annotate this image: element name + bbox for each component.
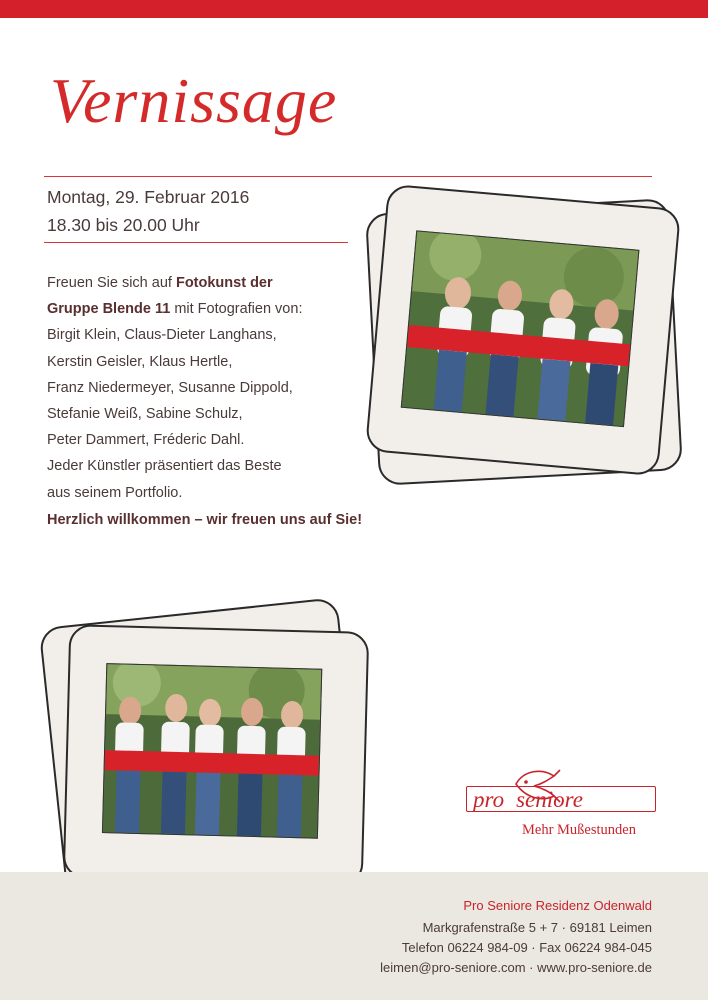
page-title: Vernissage <box>50 65 338 136</box>
intro-line-1 <box>47 270 387 296</box>
top-color-band <box>0 0 708 18</box>
group-photo-image <box>103 664 321 838</box>
event-date: Montag, 29. Februar 2016 <box>47 187 250 207</box>
portfolio-line: Jeder Künstler präsentiert das Beste <box>47 458 282 475</box>
footer-org-name: Pro Seniore Residenz Odenwald <box>463 898 652 913</box>
footer-web: leimen@pro-seniore.com · www.pro-seniore.de <box>380 960 652 975</box>
slide-frame-1 <box>365 184 681 477</box>
artist-line: Stefanie Weiß, Sabine Schulz, <box>47 406 243 423</box>
logo-wordmark <box>466 786 656 812</box>
title-rule <box>44 176 652 177</box>
intro-highlight-1: Fotokunst der <box>175 275 273 291</box>
footer-phone: Telefon 06224 984-09 · Fax 06224 984-045 <box>401 940 652 955</box>
date-rule <box>44 242 348 243</box>
footer-address: Markgrafenstraße 5 + 7 · 69181 Leimen <box>422 920 652 935</box>
intro-line-1-text: Freuen Sie sich auf <box>47 275 176 291</box>
logo-slogan: Mehr Mußestunden <box>522 822 636 838</box>
artist-line: Peter Dammert, Fréderic Dahl. <box>47 432 245 449</box>
intro-highlight-2: Gruppe Blende 11 <box>47 301 171 318</box>
welcome-text: Herzlich willkommen – wir freuen uns auf Sie! <box>47 512 363 528</box>
group-photo-image <box>402 231 638 426</box>
portfolio-line: aus seinem Portfolio. <box>47 484 183 501</box>
intro-line-2 <box>47 296 387 322</box>
footer <box>0 872 708 1000</box>
artist-line: Birgit Klein, Claus-Dieter Langhans, <box>47 327 277 344</box>
artist-line: Franz Niedermeyer, Susanne Dippold, <box>47 379 293 396</box>
logo-text-pro: pro <box>473 787 505 812</box>
intro-text <box>47 270 387 506</box>
logo-text-seniore: seniore <box>516 787 583 812</box>
event-time: 18.30 bis 20.00 Uhr <box>47 215 200 235</box>
group-photo-2 <box>102 663 322 839</box>
artist-line: Kerstin Geisler, Klaus Hertle, <box>47 353 233 370</box>
group-photo-1 <box>401 230 640 427</box>
slide-frame-2 <box>63 624 370 886</box>
intro-line-2-text: mit Fotografien von: <box>170 301 303 318</box>
